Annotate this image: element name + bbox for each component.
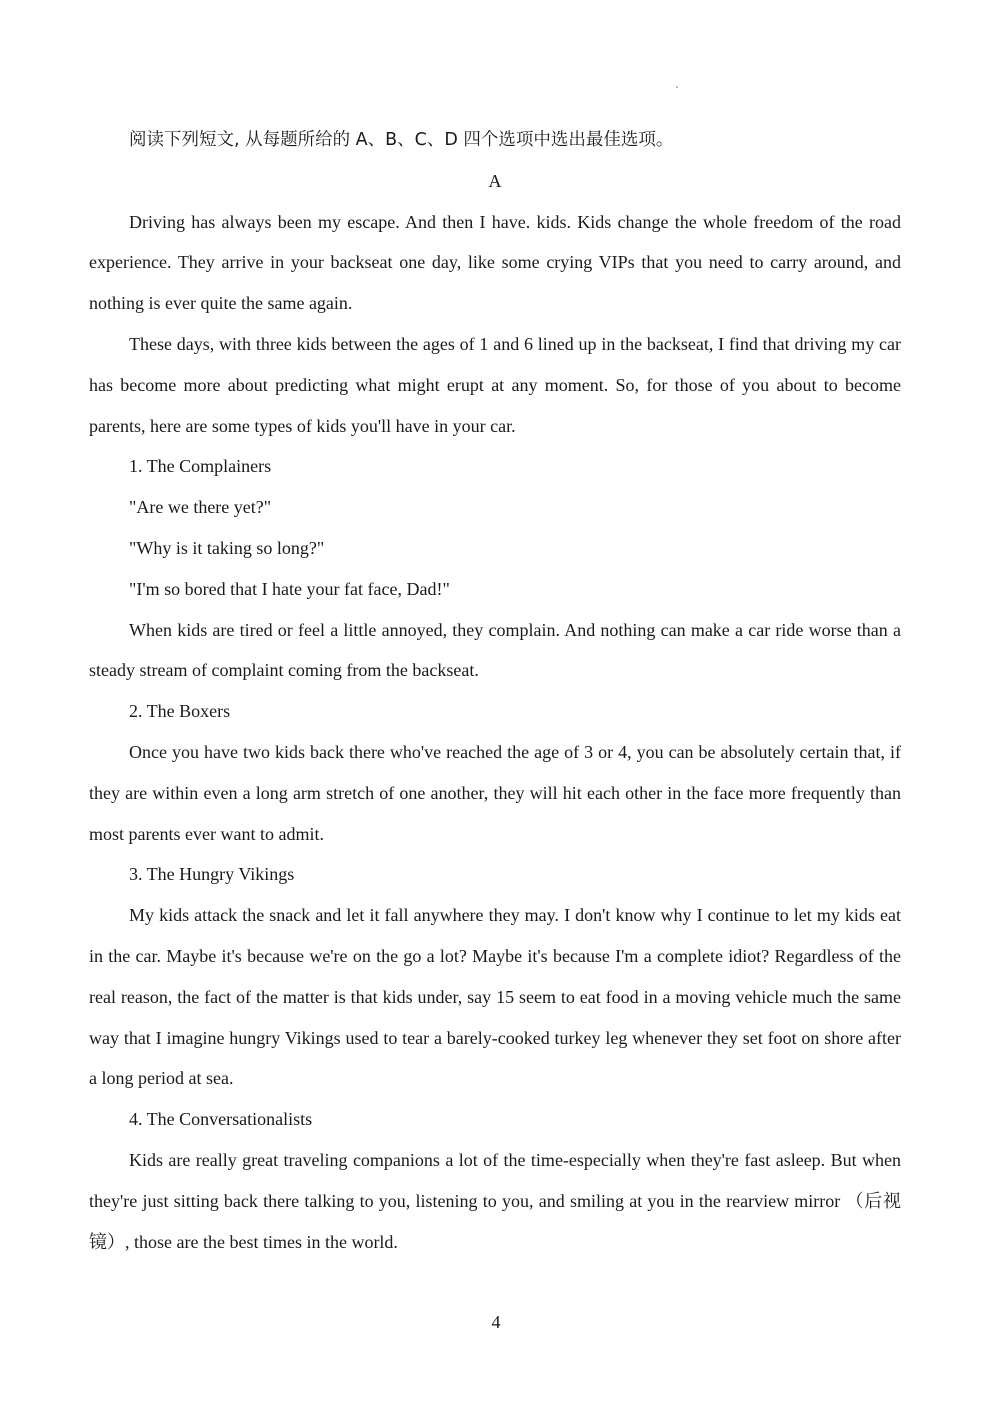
scan-speck	[676, 86, 678, 88]
heading-conversationalists: 4. The Conversationalists	[129, 1109, 313, 1130]
paragraph-context: These days, with three kids between the ages of 1 and 6 lined up in the backseat, I find that driving my car has become more about predicting what might erupt at any moment. So, for those of you about to become parents, here are some types of kids you'll have in your car.	[89, 333, 901, 436]
paragraph-boxers: Once you have two kids back there who've reached the age of 3 or 4, you can be absolutely certain that, if they are within even a long arm stretch of one another, they will hit each other in the face more frequently than most parents ever want to admit.	[89, 741, 901, 844]
paragraph-complainers: When kids are tired or feel a little annoyed, they complain. And nothing can make a car ride worse than a steady stream of complaint coming from the backseat.	[89, 619, 901, 681]
page-number: 4	[491, 1312, 501, 1332]
quote-line: "Are we there yet?"	[129, 497, 272, 518]
quote-line: "I'm so bored that I hate your fat face, Dad!"	[129, 578, 450, 599]
section-label: A	[488, 170, 502, 191]
paragraph-intro: Driving has always been my escape. And then I have. kids. Kids change the whole freedom of the road experience. They arrive in your backseat one day, like some crying VIPs that you need to carry around, and nothing is ever quite the same again.	[89, 211, 901, 314]
heading-boxers: 2. The Boxers	[129, 701, 231, 722]
paragraph-conversationalists: Kids are really great traveling companions a lot of the time-especially when they're fast asleep. But when they're just sitting back there talking to you, listening to you, and smiling at you in the rearview mirror （后视镜）, those are the best times in the world.	[89, 1149, 901, 1252]
paragraph-hungry-vikings: My kids attack the snack and let it fall anywhere they may. I don't know why I continue to let my kids eat in the car. Maybe it's because we're on the go a lot? Maybe it's because I'm a complete idiot? Regardless of the real reason, the fact of the matter is that kids under, say 15 seem to eat food in a moving vehicle much the same way that I imagine hungry Vikings used to tear a barely-cooked turkey leg whenever they set foot on shore after a long period at sea.	[89, 905, 901, 1089]
instruction-text: 阅读下列短文, 从每题所给的 A、B、C、D 四个选项中选出最佳选项。	[129, 130, 674, 150]
document-body	[89, 120, 901, 1262]
quote-line: "Why is it taking so long?"	[129, 537, 325, 558]
heading-hungry-vikings: 3. The Hungry Vikings	[129, 864, 295, 885]
heading-complainers: 1. The Complainers	[129, 456, 272, 477]
